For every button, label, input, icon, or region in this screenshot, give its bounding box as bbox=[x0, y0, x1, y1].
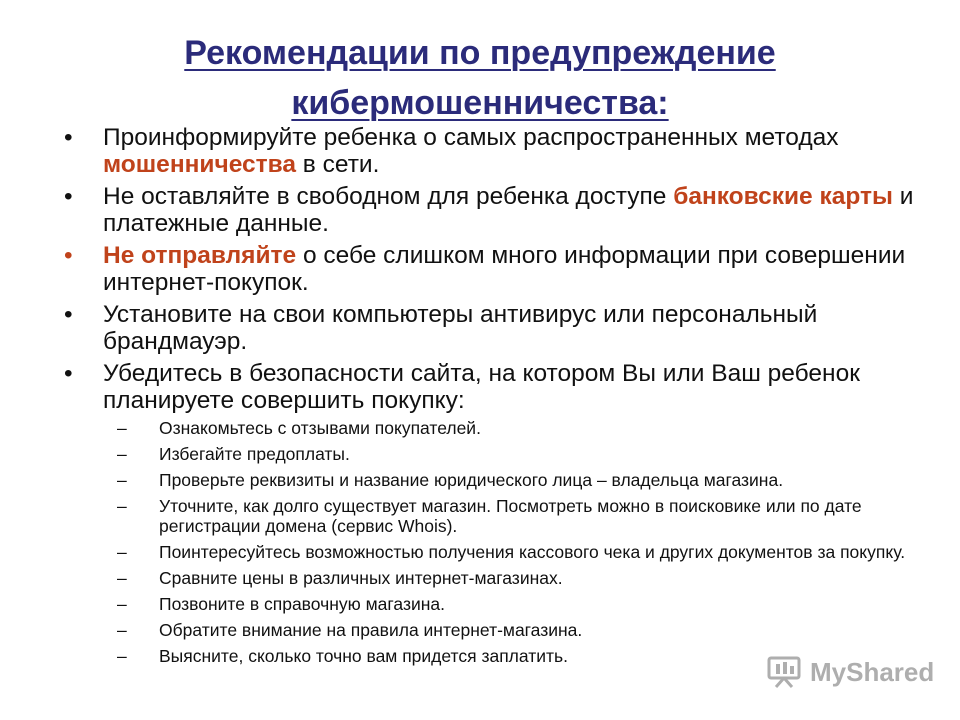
dash-icon: – bbox=[117, 620, 127, 640]
title-line-2: кибермошенничества: bbox=[291, 84, 669, 122]
list-item-2 bbox=[64, 183, 914, 237]
list-item-4 bbox=[64, 301, 914, 355]
sub-item-8 bbox=[117, 620, 914, 640]
sub-item-6 bbox=[117, 568, 914, 588]
item-1-highlight: мошенничества bbox=[103, 151, 296, 178]
bullet-icon: • bbox=[64, 183, 73, 210]
watermark-text: MyShared bbox=[810, 656, 935, 687]
recommendations-list bbox=[64, 124, 914, 672]
dash-icon: – bbox=[117, 444, 127, 464]
bullet-icon: • bbox=[64, 301, 73, 328]
sub-item-text: Уточните, как долго существует магазин. Посмотреть можно в поисковике или по дате регистрации домена (сервис Whois). bbox=[159, 496, 862, 536]
item-1-text-b: в сети. bbox=[296, 151, 380, 178]
dash-icon: – bbox=[117, 646, 127, 666]
page-title bbox=[80, 28, 880, 128]
item-2-text-a: Не оставляйте в свободном для ребенка доступе bbox=[103, 183, 674, 210]
item-4-text: Установите на свои компьютеры антивирус или персональный брандмауэр. bbox=[103, 301, 818, 355]
sub-item-5 bbox=[117, 542, 914, 562]
item-2-highlight: банковские карты bbox=[673, 183, 893, 210]
dash-icon: – bbox=[117, 470, 127, 490]
item-3-highlight: Не отправляйте bbox=[103, 242, 297, 269]
list-item-5 bbox=[64, 360, 914, 666]
sub-item-text: Поинтересуйтесь возможностью получения кассового чека и других документов за покупку. bbox=[159, 542, 906, 562]
sub-item-7 bbox=[117, 594, 914, 614]
sub-item-text: Сравните цены в различных интернет-магазинах. bbox=[159, 568, 563, 588]
dash-icon: – bbox=[117, 496, 127, 516]
dash-icon: – bbox=[117, 568, 127, 588]
dash-icon: – bbox=[117, 418, 127, 438]
item-2-text-b: и платежные данные. bbox=[103, 183, 914, 237]
list-item-3 bbox=[64, 242, 914, 296]
sub-item-3 bbox=[117, 470, 914, 490]
presentation-board-icon bbox=[766, 655, 802, 689]
dash-icon: – bbox=[117, 542, 127, 562]
sub-item-text: Ознакомьтесь с отзывами покупателей. bbox=[159, 418, 481, 438]
item-3-text-b: о себе слишком много информации при совершении интернет-покупок. bbox=[103, 242, 906, 296]
sub-item-4 bbox=[117, 496, 914, 536]
sub-item-text: Обратите внимание на правила интернет-магазина. bbox=[159, 620, 583, 640]
item-5-text: Убедитесь в безопасности сайта, на котором Вы или Ваш ребенок планируете совершить покупку: bbox=[103, 360, 860, 414]
bullet-icon: • bbox=[64, 360, 73, 387]
sub-item-text: Позвоните в справочную магазина. bbox=[159, 594, 445, 614]
sub-item-text: Выясните, сколько точно вам придется заплатить. bbox=[159, 646, 569, 666]
dash-icon: – bbox=[117, 594, 127, 614]
bullet-icon: • bbox=[64, 242, 73, 269]
sub-list bbox=[103, 418, 914, 666]
sub-item-2 bbox=[117, 444, 914, 464]
list-item-1 bbox=[64, 124, 914, 178]
myshared-watermark bbox=[766, 655, 934, 689]
sub-item-text: Избегайте предоплаты. bbox=[159, 444, 350, 464]
item-1-text-a: Проинформируйте ребенка о самых распространенных методах bbox=[103, 124, 839, 151]
sub-item-text: Проверьте реквизиты и название юридического лица – владельца магазина. bbox=[159, 470, 784, 490]
sub-item-1 bbox=[117, 418, 914, 438]
title-line-1: Рекомендации по предупреждение bbox=[184, 34, 776, 72]
bullet-icon: • bbox=[64, 124, 73, 151]
